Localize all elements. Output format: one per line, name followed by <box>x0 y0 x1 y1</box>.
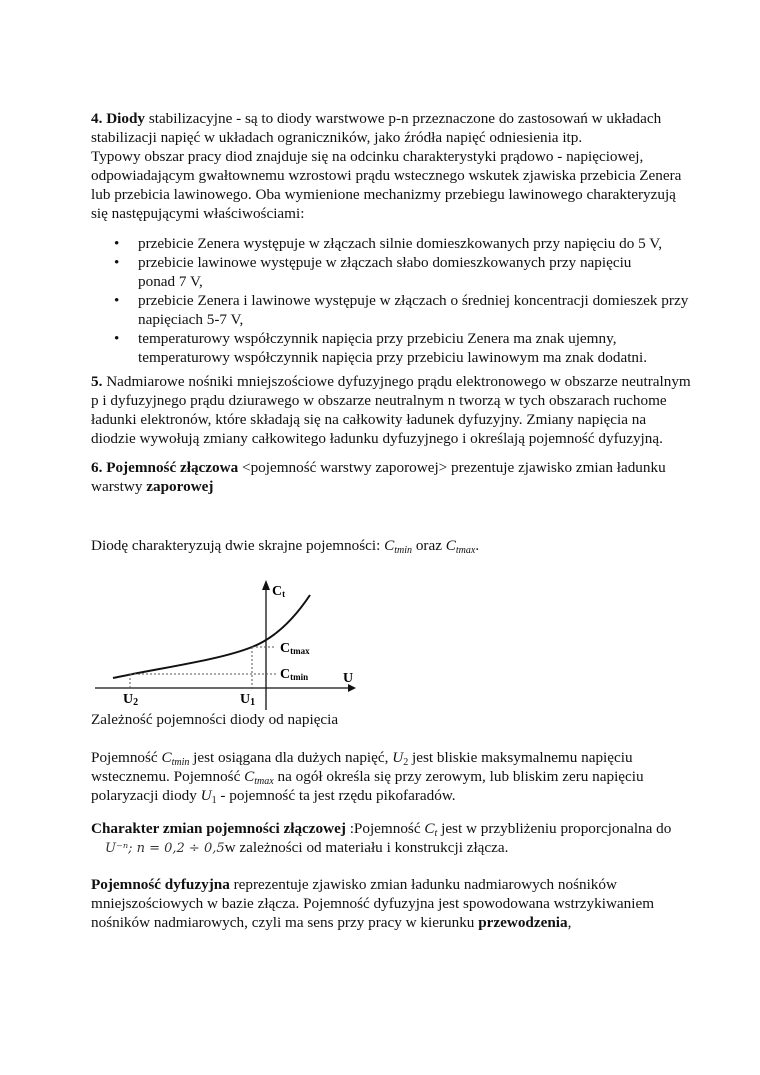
list-item: • przebicie lawinowe występuje w złączach słabo domieszkowanych przy napięciu ponad 7 V, <box>91 253 691 291</box>
y-arrow-icon <box>262 580 270 590</box>
paragraph-8 <box>91 819 691 858</box>
term: Diody <box>106 110 146 127</box>
text: stabilizacyjne - są to diody warstwowe p-n przeznaczone do zastosowań w układach stabilizacji napięć w układach ograniczników, jako źródła napięć odniesienia itp. <box>91 110 662 146</box>
subscript: tmin <box>171 757 190 768</box>
list-item: • temperaturowy współczynnik napięcia przy przebiciu Zenera ma znak ujemny, temperaturowy współczynnik napięcia przy przebiciu lawinowym ma znak dodatni. <box>91 329 691 367</box>
subscript: 1 <box>211 795 217 806</box>
u2-label: U2 <box>123 692 139 708</box>
text: . <box>475 537 480 554</box>
section-number: 4. <box>91 110 103 127</box>
paragraph-6 <box>91 458 691 496</box>
symbol: C <box>424 820 435 837</box>
term: zaporowej <box>146 478 214 495</box>
diode-line <box>91 536 691 555</box>
symbol: C <box>445 537 456 554</box>
bullet-list <box>91 234 691 367</box>
heading: Pojemność dyfuzyjna <box>91 876 230 893</box>
text: jest osiągana dla dużych napięć, <box>189 749 393 766</box>
text: Typowy obszar pracy diod znajduje się na odcinku charakterystyki prądowo - napięciowej, odpowiadającym gwałtownemu wzrostowi prądu wstecznego wskutek zjawiska przebicia Zenera lub przebicia lawinowego. Oba wymienione mechanizmy przebiegu lawinowego charakteryzują się następującymi właściwościami: <box>91 148 682 222</box>
paragraph-5 <box>91 372 691 448</box>
text: na ogół określa się przy zerowym, lub bliskim zeru napięciu polaryzacji diody <box>91 768 644 804</box>
symbol: U <box>200 787 212 804</box>
text: Pojemność <box>91 749 162 766</box>
text: <pojemność warstwy zaporowej> prezentuje zjawisko zmian ładunku warstwy <box>91 459 666 495</box>
list-item: • przebicie Zenera występuje w złączach silnie domieszkowanych przy napięciu do 5 V, <box>91 234 691 253</box>
u1-label: U1 <box>240 692 256 708</box>
text: - pojemność ta jest rzędu pikofaradów. <box>216 787 456 804</box>
text: w zależności od materiału i konstrukcji złącza. <box>224 839 509 856</box>
figure-caption: Zależność pojemności diody od napięcia <box>91 711 339 728</box>
heading: Charakter zmian pojemności złączowej <box>91 820 346 837</box>
list-item: • przebicie Zenera i lawinowe występuje w złączach o średniej koncentracji domieszek przy napięciach 5-7 V, <box>91 291 691 329</box>
paragraph-4 <box>91 109 691 223</box>
term: przewodzenia <box>478 914 568 931</box>
text: oraz <box>412 537 446 554</box>
ctmin-label: Ctmin <box>280 667 309 682</box>
text: , <box>567 914 572 931</box>
capacitance-curve <box>113 595 310 678</box>
paragraph-7 <box>91 748 691 805</box>
subscript: tmin <box>394 545 413 556</box>
ctmax-label: Ctmax <box>280 641 310 656</box>
x-label: U <box>343 671 354 686</box>
subscript: tmax <box>455 545 476 556</box>
y-label: Ct <box>272 584 286 599</box>
text: Diodę charakteryzują dwie skrajne pojemności: <box>91 537 385 554</box>
subscript: tmax <box>254 776 274 787</box>
text: jest w przybliżeniu proporcjonalna do <box>437 820 672 837</box>
text: Nadmiarowe nośniki mniejszościowe dyfuzyjnego prądu elektronowego w obszarze neutralnym p i dyfuzyjnego prądu dziurawego w obszarze neutralnym n tworzą w tych obszarach ruchome ładunki elektronów, które składają się na całkowity ładunek dyfuzyjny. Zmiany napięcia na diodzie wywołują zmiany całkowitego ładunku dyfuzyjnego i określają pojemność dyfuzyjną. <box>91 373 691 447</box>
text: :Pojemność <box>345 820 425 837</box>
formula: U⁻ⁿ; n = 0,2 ÷ 0,5 <box>105 841 225 856</box>
symbol: C <box>384 537 395 554</box>
symbol: U <box>392 749 404 766</box>
subscript: t <box>434 828 438 839</box>
paragraph-9 <box>91 875 691 932</box>
subscript: 2 <box>403 757 409 768</box>
symbol: C <box>161 749 172 766</box>
symbol: C <box>244 768 255 785</box>
section-number: 5. <box>91 373 103 390</box>
text: reprezentuje zjawisko zmian ładunku nadmiarowych nośników mniejszościowych w bazie złącza. Pojemność dyfuzyjna jest spowodowana wstrzykiwaniem nośników nadmiarowych, czyli ma sens przy pracy w kierunku <box>91 876 655 931</box>
text: jest bliskie maksymalnemu napięciu wstecznemu. Pojemność <box>91 749 633 785</box>
capacitance-figure <box>80 570 380 710</box>
heading: 6. Pojemność złączowa <box>91 459 239 476</box>
